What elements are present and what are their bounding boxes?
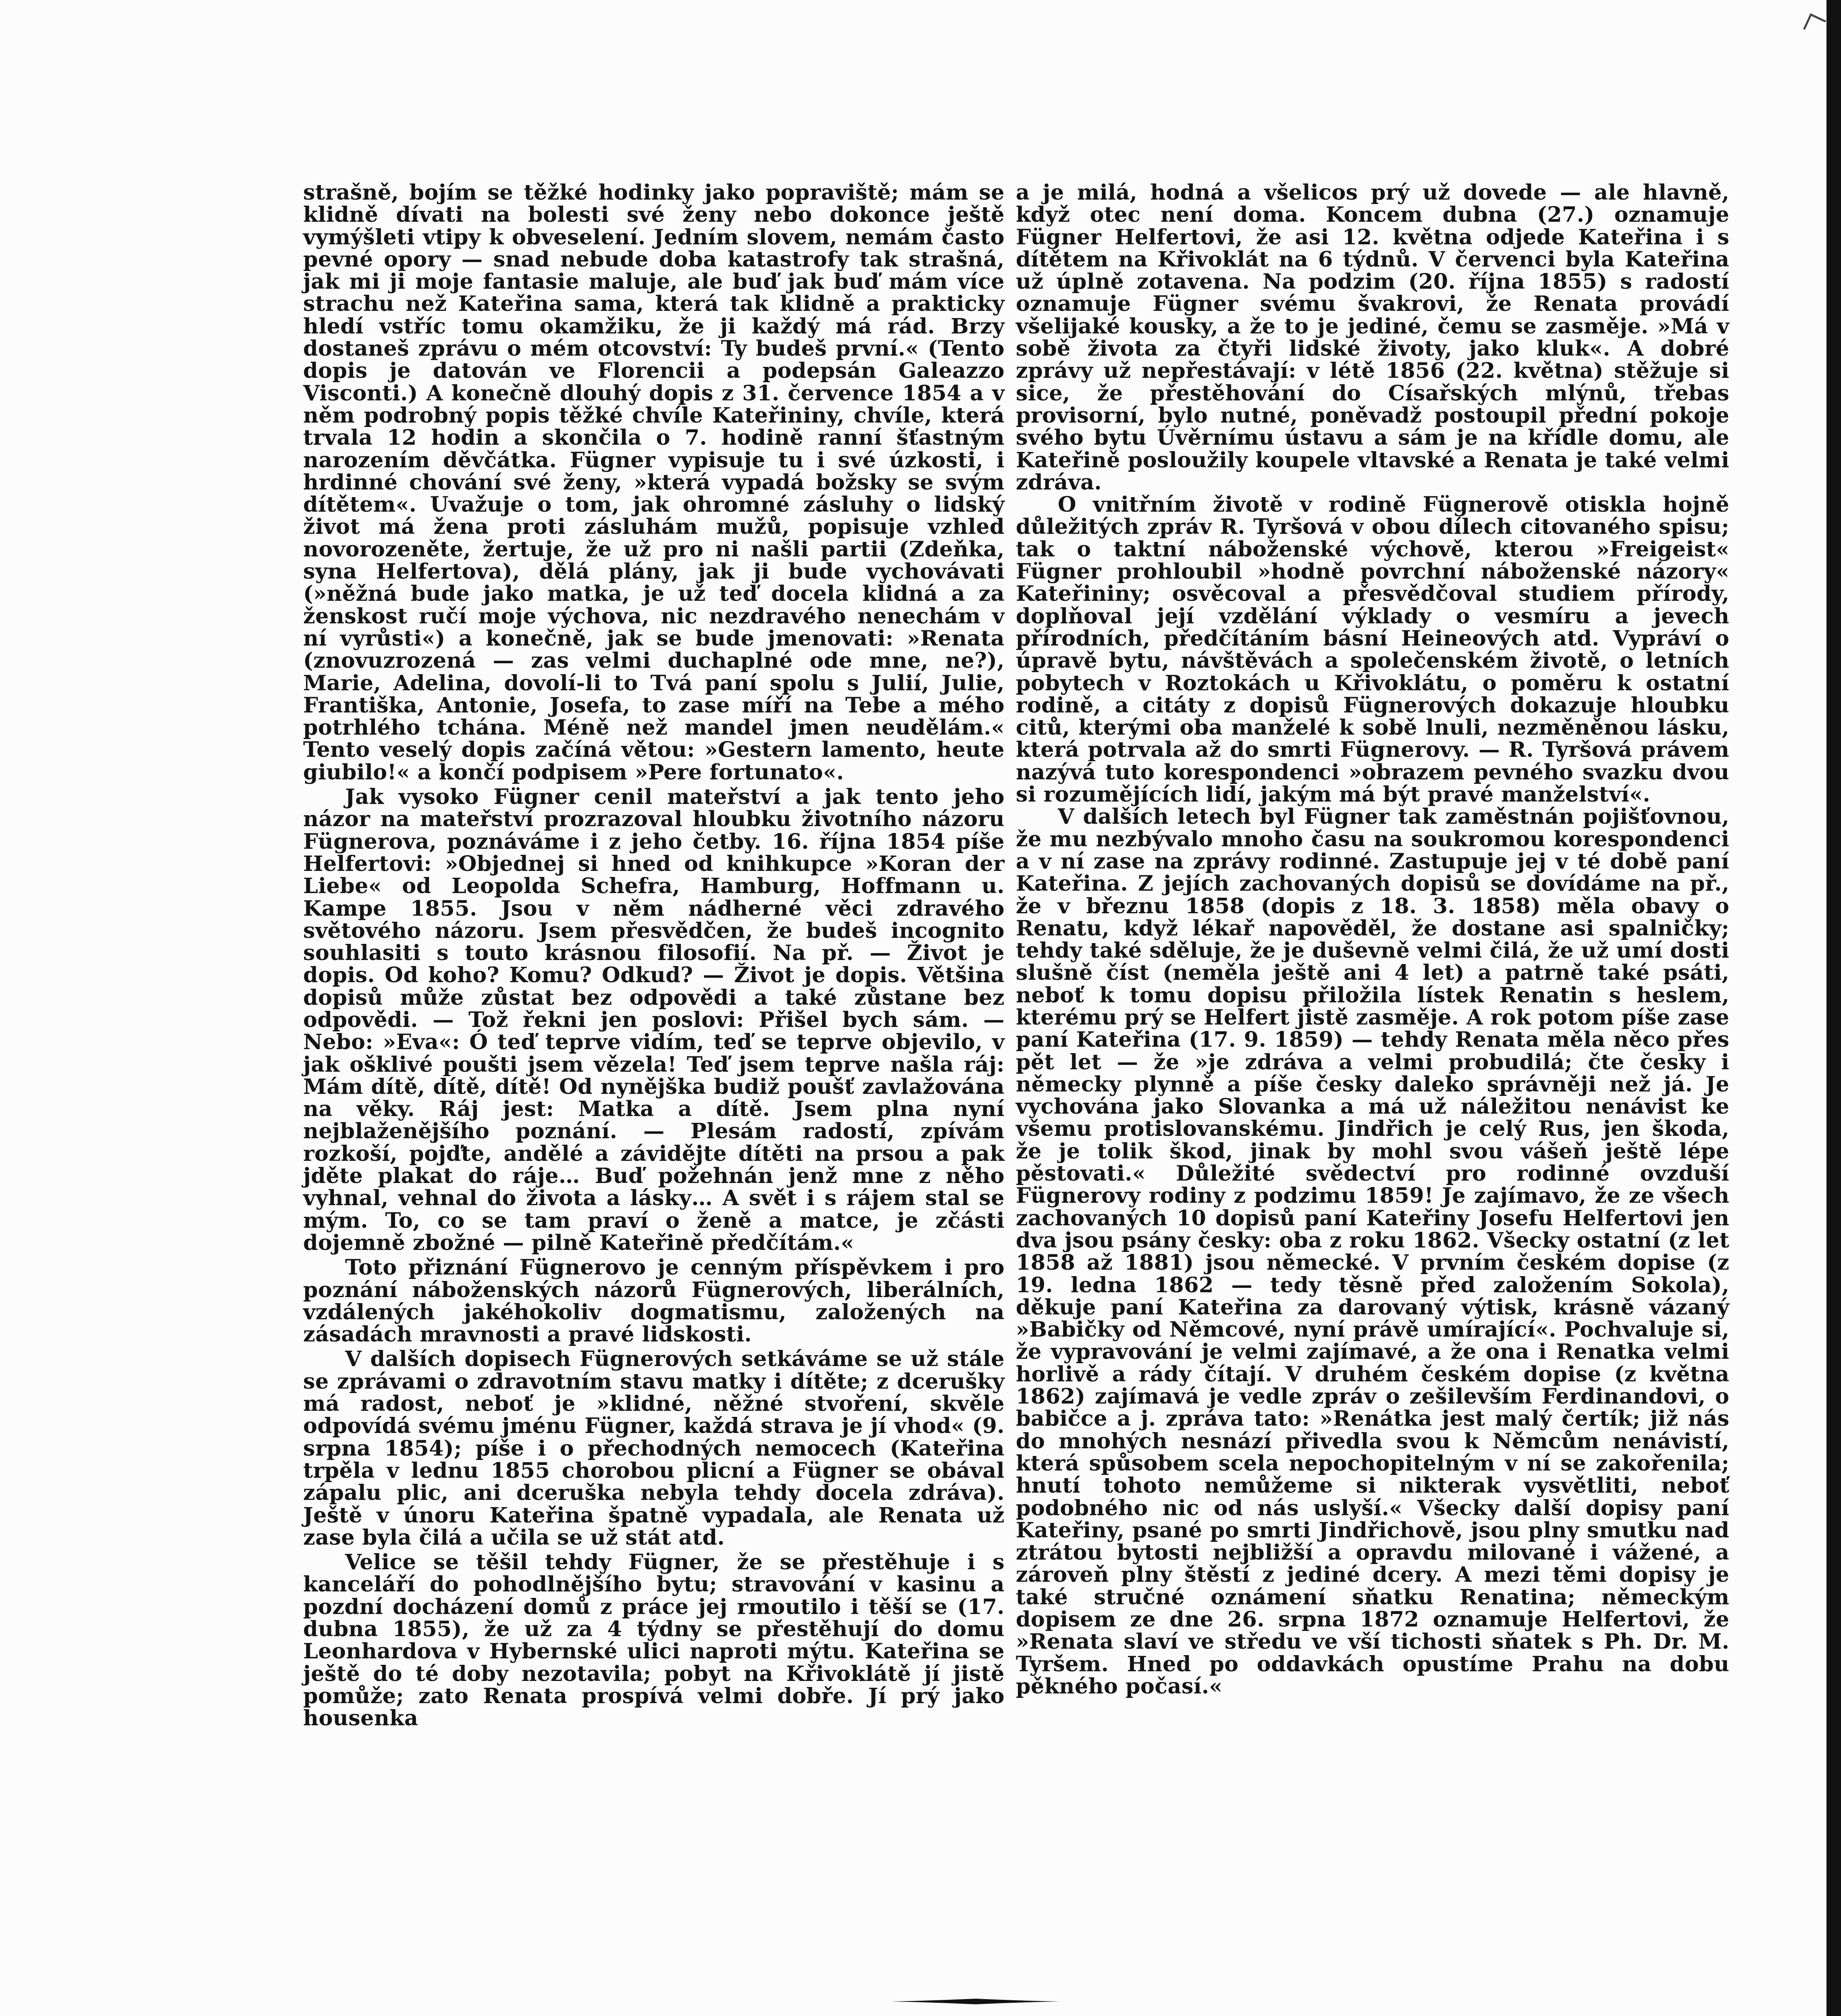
corner-mark bbox=[1803, 13, 1826, 36]
section-divider bbox=[891, 1998, 1060, 2005]
paragraph: V dalších dopisech Fügnerových setkáváme se už stále se zprávami o zdravotním stavu matky i dítěte; z dcerušky má radost, neboť je »klidné, něžné stvoření, skvěle odpovídá svému jménu Fügner, každá strava je jí vhod« (9. srpna 1854); píše i o přechodných nemocech (Kateřina trpěla v lednu 1855 chorobou plicní a Fügner se obával zápalu plic, ani dceruška nebyla tehdy docela zdráva). Ještě v únoru Kateřina špatně vypadala, ale Renata už zase byla čilá a učila se už stát atd. bbox=[303, 1347, 1005, 1550]
paragraph: V dalších letech byl Fügner tak zaměstnán pojišťovnou, že mu nezbývalo mnoho času na soukromou korespondenci a v ní zase na zprávy rodinné. Zastupuje jej v té době paní Kateřina. Z jejích zachovaných dopisů se dovídáme na př., že v březnu 1858 (dopis z 18. 3. 1858) měla obavy o Renatu, když lékař napověděl, že dostane asi spalničky; tehdy také sděluje, že je duševně velmi čilá, že už umí dosti slušně číst (neměla ještě ani 4 let) a patrně také psáti, neboť k tomu dopisu přiložila lístek Renatin s heslem, kterému prý se Helfert jistě zasměje. A rok potom píše zase paní Kateřina (17. 9. 1859) — tehdy Renata měla něco přes pět let — že »je zdráva a velmi probudilá; čte česky i německy plynně a píše česky daleko správněji než já. Je vychována jako Slovanka a má už náležitou nenávist ke všemu protislovanskému. Jindřich je celý Rus, jen škoda, že je tolik škod, jinak by mohl svou vášeň ještě lépe pěstovati.« Důležité svědectví pro rodinné ovzduší Fügnerovy rodiny z podzimu 1859! Je zajímavo, že ze všech zachovaných 10 dopisů paní Kateřiny Josefu Helfertovi jen dva jsou psány česky: oba z roku 1862. Všecky ostatní (z let 1858 až 1881) jsou německé. V prvním českém dopise (z 19. ledna 1862 — tedy těsně před založením Sokola), děkuje paní Kateřina za darovaný výtisk, krásně vázaný »Babičky od Němcové, nyní právě umírající«. Pochvaluje si, že vypravování je velmi zajímavé, a že ona i Renatka velmi horlivě a rády čítají. V druhém českém dopise (z května 1862) zajímavá je vedle zpráv o zešilevším Ferdinandovi, o babičce a j. zpráva tato: »Renátka jest malý čertík; již nás do mnohých nesnází přivedla svou k Němcům nenávistí, která spůsobem scela nepochopitelným v ní se zakořenila; hnutí tohoto nemůžeme si nikterak vysvětliti, neboť podobného nic od nás uslyší.« Všecky další dopisy paní Kateřiny, psané po smrti Jindřichově, jsou plny smutku nad ztrátou bytosti nejbližší a opravdu milované i vážené, a zároveň plny štěstí z jediné dcery. A mezi těmi dopisy je také stručné oznámení sňatku Renatina; německým dopisem ze dne 26. srpna 1872 oznamuje Helfertovi, že »Renata slaví ve středu ve vší tichosti sňatek s Ph. Dr. M. Tyršem. Hned po oddavkách opustíme Prahu na dobu pěkného počasí.« bbox=[1016, 804, 1729, 1699]
paragraph: O vnitřním životě v rodině Fügnerově otiskla hojně důležitých zpráv R. Tyršová v obou dílech citovaného spisu; tak o taktní náboženské výchově, kterou »Freigeist« Fügner prohloubil »hodně povrchní náboženské názory« Kateřininy; osvěcoval a přesvědčoval studiem přírody, doplňoval její vzdělání výklady o vesmíru a jevech přírodních, předčítáním básní Heineových atd. Vypráví o úpravě bytu, návštěvách a společenském životě, o letních pobytech v Roztokách u Křivoklátu, o poměru k ostatní rodině, a citáty z dopisů Fügnerových dokazuje hloubku citů, kterými oba manželé k sobě lnuli, nezměněnou lásku, která potrvala až do smrti Fügnerovy. — R. Tyršová právem nazývá tuto korespondenci »obrazem pevného svazku dvou si rozumějících lidí, jakým má být pravé manželství«. bbox=[1016, 492, 1729, 807]
left-column bbox=[303, 181, 1005, 1729]
paragraph: Jak vysoko Fügner cenil mateřství a jak tento jeho názor na mateřství prozrazoval hloubku životního názoru Fügnerova, poznáváme i z jeho četby. 16. října 1854 píše Helfertovi: »Objednej si hned od knihkupce »Koran der Liebe« od Leopolda Schefra, Hamburg, Hoffmann u. Kampe 1855. Jsou v něm nádherné věci zdravého světového názoru. Jsem přesvědčen, že budeš incognito souhlasiti s touto krásnou filosofií. Na př. — Život je dopis. Od koho? Komu? Odkud? — Život je dopis. Většina dopisů může zůstat bez odpovědi a také zůstane bez odpovědi. — Tož řekni jen poslovi: Přišel bych sám. — Nebo: »Eva«: Ó teď teprve vidím, teď se teprve objevilo, v jak ošklivé poušti jsem vězela! Teď jsem teprve našla ráj: Mám dítě, dítě, dítě! Od nynějška budiž poušť zavlažována na věky. Ráj jest: Matka a dítě. Jsem plna nyní nejblaženějšího poznání. — Plesám radostí, zpívám rozkoší, pojďte, andělé a závidějte dítěti na prsou a pak jděte plakat do ráje… Buď požehnán jenž mne z něho vyhnal, vehnal do života a lásky… A svět i s rájem stal se mým. To, co se tam praví o ženě a matce, je zčásti dojemně zbožné — pilně Kateřině předčítám.« bbox=[303, 785, 1005, 1255]
paragraph: Toto přiznání Fügnerovo je cenným příspěvkem i pro poznání náboženských názorů Fügnerových, liberálních, vzdálených jakéhokoliv dogmatismu, založených na zásadách mravnosti a pravé lidskosti. bbox=[303, 1255, 1005, 1347]
right-column bbox=[1016, 181, 1729, 1697]
paragraph: Velice se těšil tehdy Fügner, že se přestěhuje i s kanceláří do pohodlnějšího bytu; stravování v kasinu a pozdní docházení domů z práce jej rmoutilo i těší se (17. dubna 1855), že už za 4 týdny se přestěhují do domu Leonhardova v Hybernské ulici naproti mýtu. Kateřina se ještě do té doby nezotavila; pobyt na Křivoklátě jí jistě pomůže; zato Renata prospívá velmi dobře. Jí prý jako housenka bbox=[303, 1550, 1005, 1731]
paragraph: strašně, bojím se těžké hodinky jako popraviště; mám se klidně dívati na bolesti své ženy nebo dokonce ještě vymýšleti vtipy k obveselení. Jedním slovem, nemám často pevné opory — snad nebude doba katastrofy tak strašná, jak mi ji moje fantasie maluje, ale buď jak buď mám více strachu než Kateřina sama, která tak klidně a prakticky hledí vstříc tomu okamžiku, že ji každý má rád. Brzy dostaneš zprávu o mém otcovství: Ty budeš první.« (Tento dopis je datován ve Florencii a podepsán Galeazzo Visconti.) A konečně dlouhý dopis z 31. července 1854 a v něm podrobný popis těžké chvíle Kateřininy, chvíle, která trvala 12 hodin a skončila o 7. hodině ranní šťastným narozením děvčátka. Fügner vypisuje tu i své úzkosti, i hrdinné chování své ženy, »která vypadá božsky se svým dítětem«. Uvažuje o tom, jak ohromné zásluhy o lidský život má žena proti zásluhám mužů, popisuje vzhled novorozeněte, žertuje, že už pro ni našli partii (Zdeňka, syna Helfertova), dělá plány, jak ji bude vychovávati (»něžná bude jako matka, je už teď docela klidná a za ženskost ručí moje výchova, nic nezdravého nenechám v ní vyrůsti«) a konečně, jak se bude jmenovati: »Renata (znovuzrozená — zas velmi duchaplné ode mne, ne?), Marie, Adelina, dovolí-li to Tvá paní spolu s Julií, Julie, Františka, Antonie, Josefa, to zase míří na Tebe a mého potrhlého tchána. Méně než mandel jmen neudělám.« Tento veselý dopis začíná větou: »Gestern lamento, heute giubilo!« a končí podpisem »Pere fortunato«. bbox=[303, 180, 1005, 785]
paragraph: a je milá, hodná a všelicos prý už dovede — ale hlavně, když otec není doma. Koncem dubna (27.) oznamuje Fügner Helfertovi, že asi 12. května odjede Kateřina i s dítětem na Křivoklát na 6 týdnů. V červenci byla Kateřina už úplně zotavena. Na podzim (20. října 1855) s radostí oznamuje Fügner svému švakrovi, že Renata provádí všelijaké kousky, a že to je jediné, čemu se zasměje. »Má v sobě života za čtyři lidské životy, jako kluk«. A dobré zprávy už nepřestávají: v létě 1856 (22. května) stěžuje si sice, že přestěhování do Císařských mlýnů, třebas provisorní, bylo nutné, poněvadž postoupil přední pokoje svého bytu Úvěrnímu ústavu a sám je na křídle domu, ale Kateřině posloužily koupele vltavské a Renata je také velmi zdráva. bbox=[1016, 180, 1729, 495]
scan-edge-right bbox=[1826, 0, 1841, 2016]
